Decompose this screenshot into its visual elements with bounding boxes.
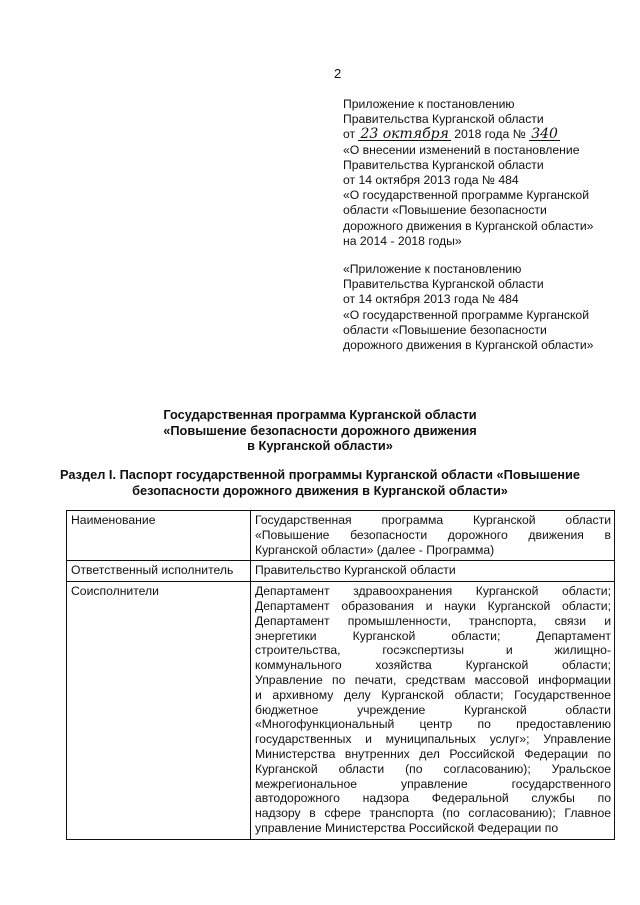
passport-value-line: межрегиональное управление государственного (255, 776, 611, 791)
passport-row-value (251, 582, 615, 840)
page-number: 2 (334, 66, 342, 81)
title-line: Государственная программа Курганской области (163, 407, 477, 422)
passport-value-line: «Многофункциональный центр по предоставлению (255, 717, 611, 732)
passport-value-line: Департамент промышленности, транспорта, связи и (255, 613, 611, 628)
handwritten-date: 23 октября (360, 126, 449, 143)
passport-value-line: Департамент здравоохранения Курганской области; (255, 584, 611, 599)
title-line: «Повышение безопасности дорожного движения (163, 422, 477, 438)
handwritten-number: 340 (531, 126, 558, 143)
passport-value-line: автодорожного надзора Федеральной службы по (255, 791, 611, 806)
passport-value-line: Министерства внутренних дел Российской Федерации по (255, 746, 611, 761)
passport-row-label: Ответственный исполнитель (67, 561, 251, 582)
appendix-line: на 2014 - 2018 годы» (343, 233, 462, 248)
appendix-line: «О государственной программе Курганской (343, 188, 590, 203)
passport-value-line: Государственная программа Курганской области (255, 513, 611, 527)
appendix-approval-block (343, 97, 615, 249)
passport-row (67, 511, 615, 561)
passport-table-body (67, 511, 615, 840)
passport-row (67, 582, 615, 840)
appendix-line: Правительства Курганской области (343, 277, 544, 292)
passport-value-line: строительства, госэкспертизы и жилищно- (255, 643, 611, 658)
passport-row-value (251, 561, 615, 582)
appendix-line: от 14 октября 2013 года № 484 (343, 173, 519, 188)
appendix-line: Приложение к постановлению (343, 97, 515, 111)
passport-value-line: энергетики Курганской области; Департамент (255, 628, 611, 643)
appendix-line: «Приложение к постановлению (343, 262, 522, 276)
passport-value-line: надзору в сфере транспорта (по согласованию); Главное (255, 806, 611, 821)
passport-value-line: государственных и муниципальных услуг»; Управление (255, 732, 611, 747)
passport-row-value (251, 511, 615, 561)
passport-value-line: коммунального хозяйства Курганской области; (255, 658, 611, 673)
appendix-line: области «Повышение безопасности (343, 203, 547, 218)
passport-value-line: Курганской области» (далее - Программа) (255, 542, 495, 557)
passport-row-label: Соисполнители (67, 582, 251, 840)
appendix-date-prefix: от (343, 127, 356, 142)
appendix-line: области «Повышение безопасности (343, 322, 547, 337)
passport-value-line: Департамент образования и науки Курганской области; (255, 598, 611, 613)
appendix-line: «О внесении изменений в постановление (343, 142, 580, 157)
section-heading-line: Раздел I. Паспорт государственной программы Курганской области «Повышение (60, 467, 580, 482)
passport-row (67, 561, 615, 582)
passport-value-line: Управление по печати, средствам массовой информации (255, 672, 611, 687)
page-bottom-margin (0, 863, 640, 905)
appendix-line: «О государственной программе Курганской (343, 307, 590, 322)
passport-table (66, 510, 615, 840)
appendix-date-line (343, 127, 615, 142)
appendix-line: Правительства Курганской области (343, 112, 544, 127)
passport-value-line: бюджетное учреждение Курганской области (255, 702, 611, 717)
appendix-line: от 14 октября 2013 года № 484 (343, 292, 519, 307)
appendix-date-year: 2018 года № (454, 127, 526, 142)
passport-value-line: «Повышение безопасности дорожного движения в (255, 527, 611, 542)
appendix-line: дорожного движения в Курганской области» (343, 338, 594, 353)
title-line: в Курганской области» (247, 438, 393, 454)
appendix-line: Правительства Курганской области (343, 157, 544, 172)
appendix-line: дорожного движения в Курганской области» (343, 218, 594, 233)
section-heading (0, 467, 640, 498)
passport-value-line: Курганской области (по согласованию); Уральское (255, 761, 611, 776)
document-title (0, 407, 640, 454)
appendix-original-block (343, 262, 615, 353)
passport-value-line: и архивному делу Курганской области; Государственное (255, 687, 611, 702)
section-heading-line: безопасности дорожного движения в Курганской области» (132, 482, 508, 498)
passport-row-label: Наименование (67, 511, 251, 561)
passport-value-line: управление Министерства Российской Федерации по (255, 820, 559, 835)
passport-value-line: Правительство Курганской области (255, 563, 456, 578)
